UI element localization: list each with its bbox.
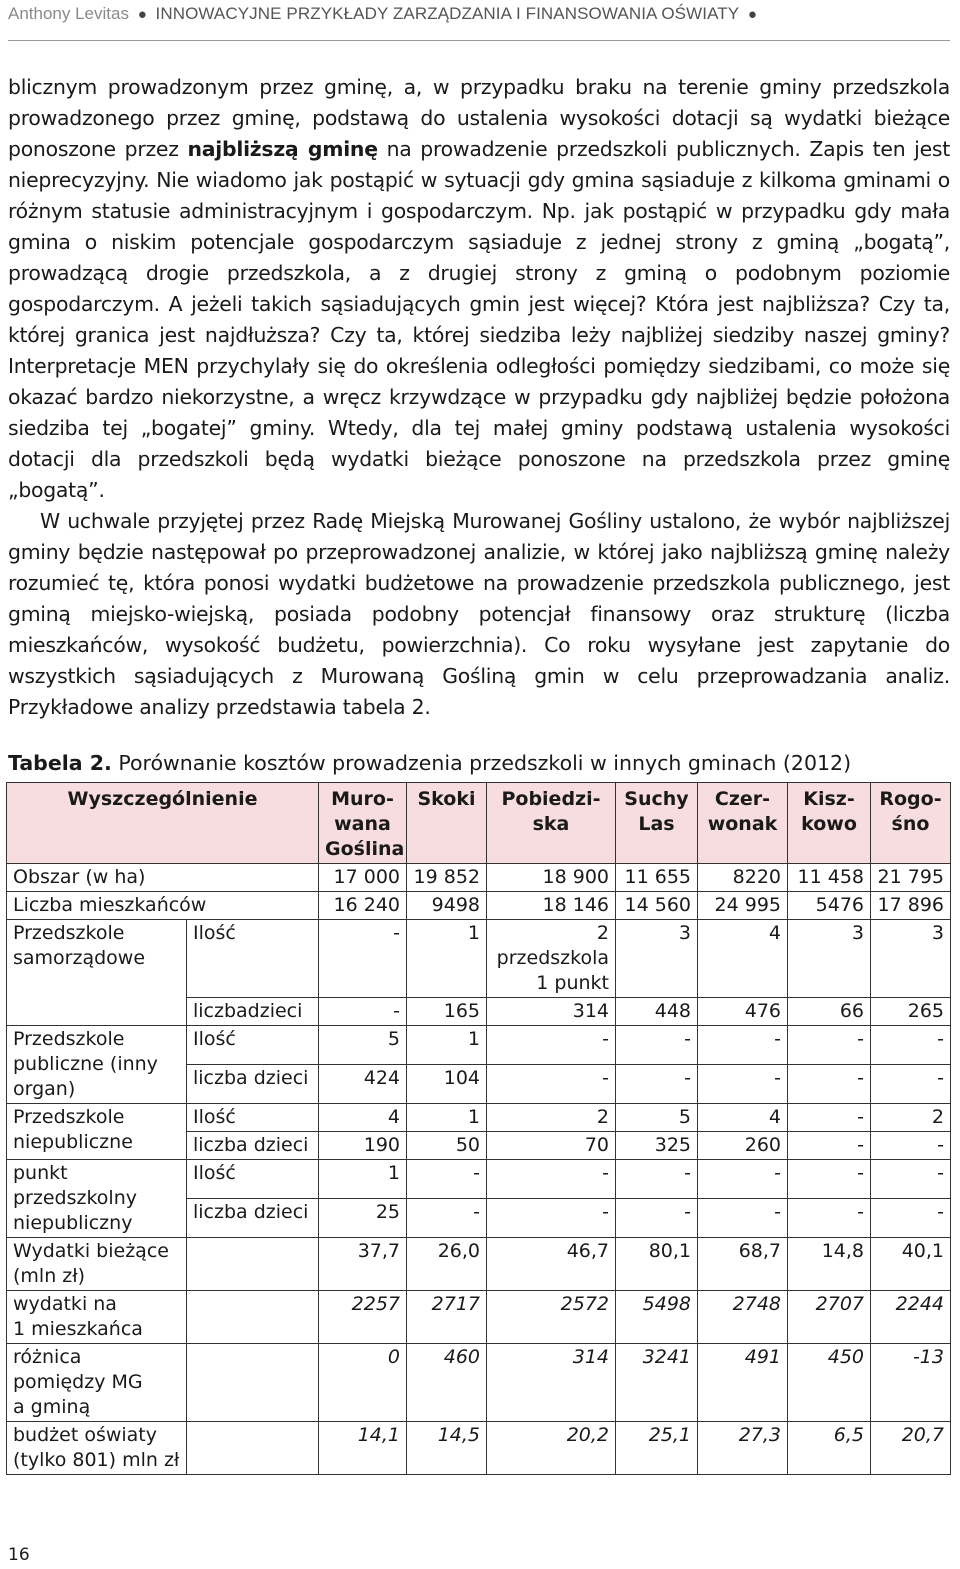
header-skoki: Skoki (407, 783, 487, 864)
table-cell: 2 przedszkola 1 punkt (487, 920, 616, 998)
table-row (7, 1422, 951, 1475)
row-sublabel: Ilość (187, 1104, 319, 1132)
table-cell: 265 (871, 998, 951, 1026)
table-cell: - (788, 1132, 871, 1160)
empty-cell (187, 1344, 319, 1422)
table-cell: 24 995 (698, 892, 788, 920)
table-cell: 1 (407, 1104, 487, 1132)
table-cell: 66 (788, 998, 871, 1026)
table-cell: - (788, 1199, 871, 1238)
table-cell: 2748 (698, 1291, 788, 1344)
row-group-label: Przedszkole samorządowe (7, 920, 187, 1026)
bullet-icon: ● (747, 6, 757, 23)
table-cell: - (871, 1160, 951, 1199)
table-cell: 6,5 (788, 1422, 871, 1475)
table-cell: - (698, 1160, 788, 1199)
row-sublabel: Ilość (187, 1026, 319, 1065)
header-czerwonak: Czer- wonak (698, 783, 788, 864)
table-cell: 68,7 (698, 1238, 788, 1291)
table-row (7, 1026, 951, 1065)
table-cell: 314 (487, 1344, 616, 1422)
empty-cell (187, 1291, 319, 1344)
table-cell: 0 (319, 1344, 407, 1422)
table-cell: 2244 (871, 1291, 951, 1344)
row-sublabel: liczba dzieci (187, 1065, 319, 1104)
table-row (7, 1291, 951, 1344)
table-cell: 20,7 (871, 1422, 951, 1475)
table-row (7, 1238, 951, 1291)
table-cell: 165 (407, 998, 487, 1026)
table-cell: - (487, 1199, 616, 1238)
row-sublabel: liczbadzieci (187, 998, 319, 1026)
table-cell: 3 (788, 920, 871, 998)
table-cell: 1 (407, 1026, 487, 1065)
paragraph-1 (8, 72, 950, 506)
table-cell: 50 (407, 1132, 487, 1160)
header-divider (8, 40, 950, 41)
table-cell: - (616, 1199, 698, 1238)
table-cell: - (871, 1199, 951, 1238)
table-cell: 5 (616, 1104, 698, 1132)
table-cell: - (788, 1026, 871, 1065)
table-cell: - (487, 1026, 616, 1065)
table-cell: - (487, 1160, 616, 1199)
table-cell: 5476 (788, 892, 871, 920)
table-cell: 3 (871, 920, 951, 998)
body-text (8, 72, 950, 723)
table-cell: - (788, 1065, 871, 1104)
header-spec: Wyszczególnienie (7, 783, 319, 864)
table-cell: 20,2 (487, 1422, 616, 1475)
table-caption (8, 749, 950, 777)
table-cell: 11 458 (788, 864, 871, 892)
table-cell: 14 560 (616, 892, 698, 920)
table-cell: 4 (698, 1104, 788, 1132)
bullet-icon: ● (137, 6, 147, 23)
paragraph-1-text-a: blicznym prowadzonym przez gminę, a, w przypadku braku na terenie gminy przedszkola prowadzonego przez gminę, podstawą do ustalenia wysokości dotacji są wydatki bieżące ponoszone przez (8, 75, 950, 161)
row-label: Liczba mieszkańców (7, 892, 319, 920)
table-cell: 14,5 (407, 1422, 487, 1475)
row-sublabel: Ilość (187, 1160, 319, 1199)
row-sublabel: liczba dzieci (187, 1132, 319, 1160)
table-cell: 14,8 (788, 1238, 871, 1291)
comparison-table (6, 782, 951, 1475)
table-cell: 46,7 (487, 1238, 616, 1291)
table-cell: 16 240 (319, 892, 407, 920)
table-cell: 37,7 (319, 1238, 407, 1291)
table-cell: 476 (698, 998, 788, 1026)
table-cell: - (871, 1026, 951, 1065)
table-cell: - (698, 1199, 788, 1238)
row-sublabel: Ilość (187, 920, 319, 998)
table-cell: 2717 (407, 1291, 487, 1344)
table-cell: - (698, 1065, 788, 1104)
row-group-label: Przedszkole publiczne (inny organ) (7, 1026, 187, 1104)
paragraph-1-bold: najbliższą gminę (187, 137, 378, 161)
table-row (7, 864, 951, 892)
table-cell: 325 (616, 1132, 698, 1160)
table-cell: - (788, 1104, 871, 1132)
header-title: INNOWACYJNE PRZYKŁADY ZARZĄDZANIA I FINANSOWANIA OŚWIATY (155, 4, 740, 23)
table-cell: 25 (319, 1199, 407, 1238)
table-row (7, 920, 951, 998)
table-cell: 11 655 (616, 864, 698, 892)
table-cell: 26,0 (407, 1238, 487, 1291)
empty-cell (187, 1238, 319, 1291)
table-cell: 2 (871, 1104, 951, 1132)
table-cell: 3 (616, 920, 698, 998)
header-kiszkowo: Kisz- kowo (788, 783, 871, 864)
table-cell: 18 146 (487, 892, 616, 920)
table-cell: - (487, 1065, 616, 1104)
row-label: Wydatki bieżące (mln zł) (7, 1238, 187, 1291)
table-cell: - (407, 1160, 487, 1199)
row-label: Obszar (w ha) (7, 864, 319, 892)
table-cell: 70 (487, 1132, 616, 1160)
table-cell: - (319, 998, 407, 1026)
table-cell: - (616, 1160, 698, 1199)
table-cell: 18 900 (487, 864, 616, 892)
table-cell: 8220 (698, 864, 788, 892)
row-label: budżet oświaty (tylko 801) mln zł (7, 1422, 187, 1475)
table-cell: 1 (407, 920, 487, 998)
table-cell: 314 (487, 998, 616, 1026)
table-cell: - (871, 1065, 951, 1104)
table-cell: 9498 (407, 892, 487, 920)
table-cell: 2 (487, 1104, 616, 1132)
table-cell: 190 (319, 1132, 407, 1160)
table-cell: 460 (407, 1344, 487, 1422)
table-cell: - (319, 920, 407, 998)
table-cell: - (616, 1065, 698, 1104)
table-cell: 448 (616, 998, 698, 1026)
row-label: różnica pomiędzy MG a gminą (7, 1344, 187, 1422)
table-cell: 4 (319, 1104, 407, 1132)
table-cell: 25,1 (616, 1422, 698, 1475)
table-cell: - (698, 1026, 788, 1065)
table-cell: 80,1 (616, 1238, 698, 1291)
table-cell: - (871, 1132, 951, 1160)
header-suchy-las: Suchy Las (616, 783, 698, 864)
table-cell: 3241 (616, 1344, 698, 1422)
empty-cell (187, 1422, 319, 1475)
table-cell: 40,1 (871, 1238, 951, 1291)
table-row (7, 892, 951, 920)
table-row (7, 1344, 951, 1422)
table-cell: 17 896 (871, 892, 951, 920)
table-cell: - (407, 1199, 487, 1238)
row-group-label: Przedszkole niepubliczne (7, 1104, 187, 1160)
table-cell: 5498 (616, 1291, 698, 1344)
header-rogosno: Rogo- śno (871, 783, 951, 864)
page-number: 16 (8, 1545, 30, 1565)
table-cell: 491 (698, 1344, 788, 1422)
table-row (7, 1104, 951, 1132)
table-cell: 450 (788, 1344, 871, 1422)
header-pobiedziska: Pobiedzi- ska (487, 783, 616, 864)
header-author: Anthony Levitas (8, 4, 129, 23)
table-caption-text: Porównanie kosztów prowadzenia przedszkoli w innych gminach (2012) (111, 751, 852, 775)
table-header-row (7, 783, 951, 864)
table-cell: 5 (319, 1026, 407, 1065)
row-label: wydatki na 1 mieszkańca (7, 1291, 187, 1344)
row-group-label: punkt przedszkolny niepubliczny (7, 1160, 187, 1238)
paragraph-2: W uchwale przyjętej przez Radę Miejską Murowanej Gośliny ustalono, że wybór najbliższej gminy będzie następował po przeprowadzonej analizie, w której jako najbliższą gminę należy rozumieć tę, która ponosi wydatki budżetowe na prowadzenie przedszkola publicznego, jest gminą miejsko-wiejską, posiada podobny potencjał finansowy oraz strukturę (liczba mieszkańców, wysokość budżetu, powierzchnia). Co roku wysyłane jest zapytanie do wszystkich sąsiadujących z Murowaną Gośliną gmin w celu przeprowadzania analiz. Przykładowe analizy przedstawia tabela 2. (8, 509, 950, 719)
table-cell: 104 (407, 1065, 487, 1104)
running-header (8, 4, 952, 24)
table-cell: 17 000 (319, 864, 407, 892)
table-cell: - (788, 1160, 871, 1199)
table-cell: 260 (698, 1132, 788, 1160)
table-cell: 19 852 (407, 864, 487, 892)
paragraph-1-text-b: na prowadzenie przedszkoli publicznych. Zapis ten jest nieprecyzyjny. Nie wiadomo jak postąpić w sytuacji gdy gmina sąsiaduje z kilkoma gminami o różnym statusie administracyjnym i gospodarczym. Np. jak postąpić w przypadku gdy mała gmina o niskim potencjale gospodarczym sąsiaduje z jednej strony z gminą „bogatą”, prowadzącą drogie przedszkola, a z drugiej strony z gminą o podobnym poziomie gospodarczym. A jeżeli takich sąsiadujących gmin jest więcej? Która jest najbliższa? Czy ta, której granica jest najdłuższa? Czy ta, której siedziba leży najbliżej siedziby naszej gminy? Interpretacje MEN przychylały się do określenia odległości pomiędzy siedzibami, co może się okazać bardzo niekorzystne, a wręcz krzywdzące w przypadku gdy najbliżej będzie położona siedziba tej „bogatej” gminy. Wtedy, dla tej małej gminy podstawą ustalenia wysokości dotacji dla przedszkoli będą wydatki bieżące ponoszone na przedszkola przez gminę „bogatą”. (8, 137, 950, 502)
table-cell: -13 (871, 1344, 951, 1422)
table-cell: 2572 (487, 1291, 616, 1344)
table-cell: 21 795 (871, 864, 951, 892)
table-row (7, 1160, 951, 1199)
table-cell: 424 (319, 1065, 407, 1104)
table-caption-label: Tabela 2. (8, 751, 112, 775)
table-cell: 14,1 (319, 1422, 407, 1475)
header-murowana-goslina: Muro- wana Goślina (319, 783, 407, 864)
row-sublabel: liczba dzieci (187, 1199, 319, 1238)
table-cell: 2257 (319, 1291, 407, 1344)
table-cell: 1 (319, 1160, 407, 1199)
table-cell: 4 (698, 920, 788, 998)
table-cell: 27,3 (698, 1422, 788, 1475)
table-cell: 2707 (788, 1291, 871, 1344)
table-cell: - (616, 1026, 698, 1065)
